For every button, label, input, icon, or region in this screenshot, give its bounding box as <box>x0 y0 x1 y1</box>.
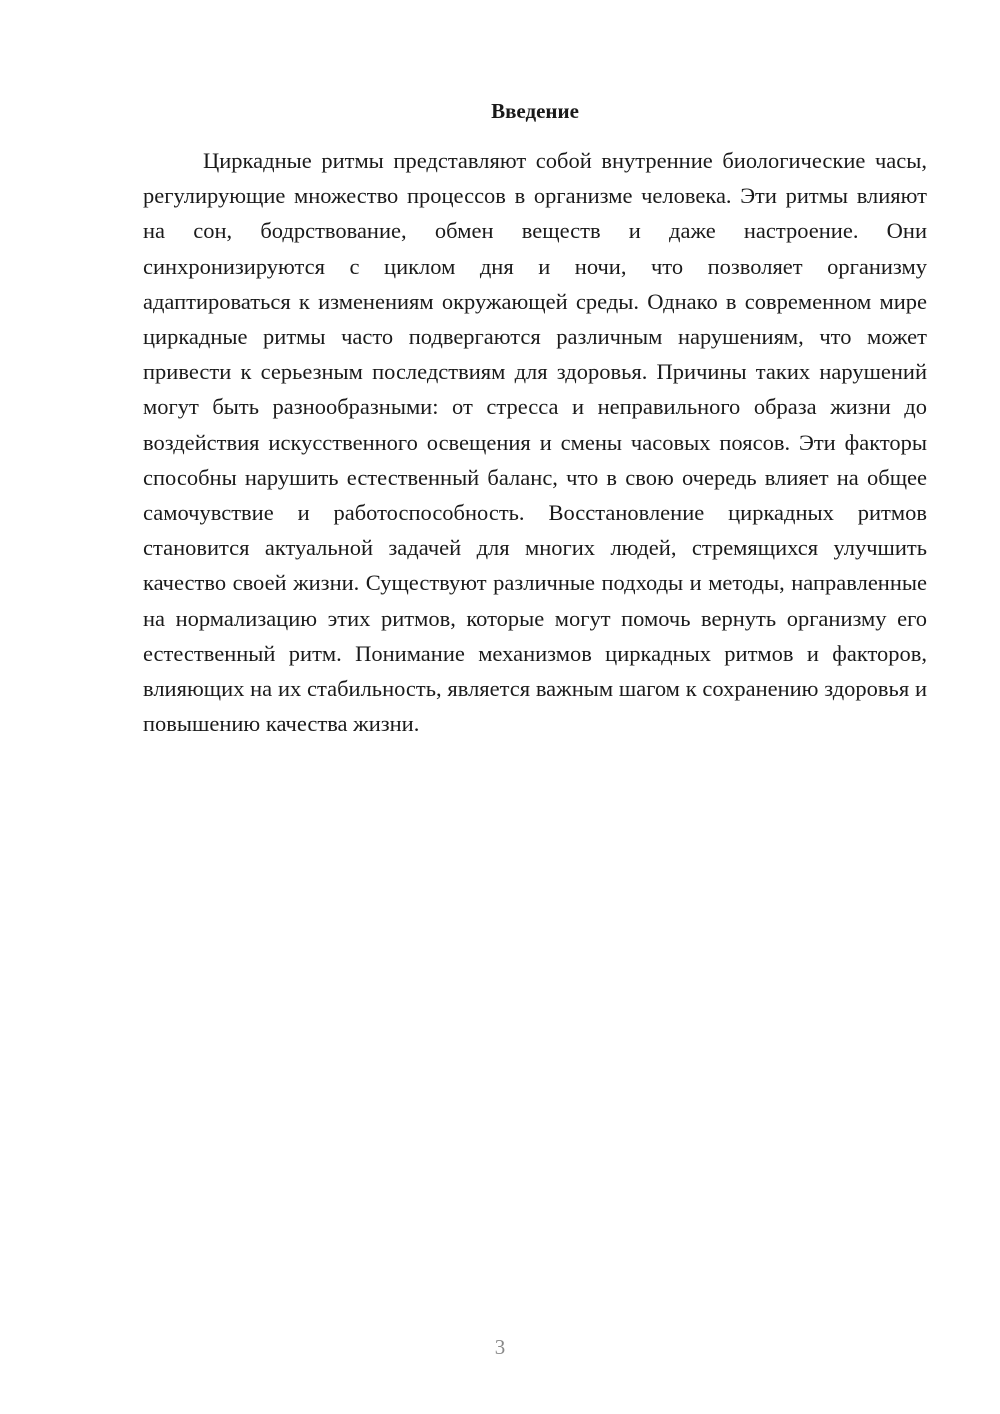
body-paragraph: Циркадные ритмы представляют собой внутренние биологические часы, регулирующие множество процессов в организме человека. Эти ритмы влияют на сон, бодрствование, обмен веществ и даже настроение. Они синхронизируются с циклом дня и ночи, что позволяет организму адаптироваться к изменениям окружающей среды. Однако в современном мире циркадные ритмы часто подвергаются различным нарушениям, что может привести к серьезным последствиям для здоровья. Причины таких нарушений могут быть разнообразными: от стресса и неправильного образа жизни до воздействия искусственного освещения и смены часовых поясов. Эти факторы способны нарушить естественный баланс, что в свою очередь влияет на общее самочувствие и работоспособность. Восстановление циркадных ритмов становится актуальной задачей для многих людей, стремящихся улучшить качество своей жизни. Существуют различные подходы и методы, направленные на нормализацию этих ритмов, которые могут помочь вернуть организму его естественный ритм. Понимание механизмов циркадных ритмов и факторов, влияющих на их стабильность, является важным шагом к сохранению здоровья и повышению качества жизни. <box>143 148 927 737</box>
page-number: 3 <box>494 1335 506 1359</box>
section-heading: Введение <box>491 99 579 123</box>
